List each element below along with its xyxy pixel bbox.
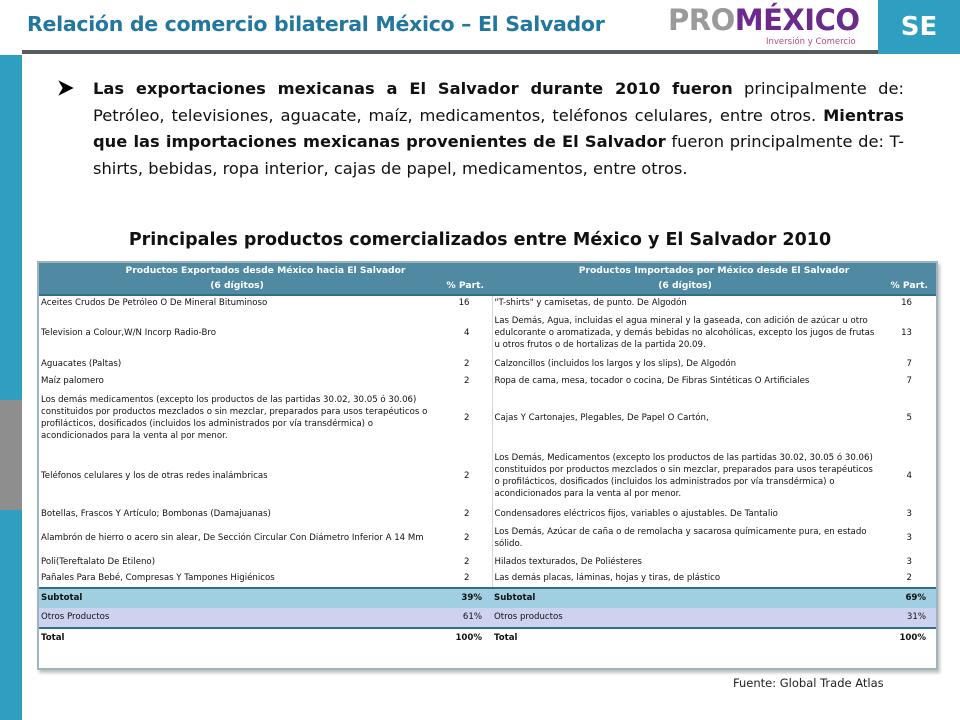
export-share: 2 — [435, 554, 492, 571]
table-body — [39, 295, 936, 648]
import-product: Calzoncillos (incluidos los largos y los slips), De Algodón — [494, 358, 737, 369]
export-product: Maíz palomero — [41, 375, 104, 386]
total-label-export: Total — [39, 628, 435, 648]
import-product: Condensadores eléctricos fijos, variables o ajustables. De Tantalio — [494, 508, 778, 519]
se-badge: SE — [878, 0, 960, 54]
export-share: 2 — [435, 571, 492, 588]
subtotal-row — [39, 588, 936, 608]
table-header — [39, 263, 936, 295]
table-row — [39, 390, 936, 448]
import-share: 2 — [878, 571, 936, 588]
import-share: 7 — [906, 358, 913, 369]
table-row — [39, 506, 936, 523]
export-share: 2 — [435, 506, 492, 523]
otros-import-pct: 31% — [878, 608, 936, 628]
import-share: 4 — [906, 471, 913, 482]
left-bar-segment-gray — [0, 400, 22, 510]
export-product: Aguacates (Paltas) — [41, 358, 122, 369]
table-row — [39, 356, 936, 373]
table-row — [39, 554, 936, 571]
logo-pro-text: PRO — [668, 3, 735, 37]
table-row — [39, 523, 936, 554]
subtotal-label-import: Subtotal — [492, 588, 878, 608]
trade-table-container — [37, 261, 938, 670]
export-product: Pañales Para Bebé, Compresas Y Tampones Higiénicos — [39, 571, 435, 588]
imports-lead: Mientras que las importaciones mexicanas provenientes de El Salvador — [93, 105, 904, 151]
otros-export-pct: 61% — [435, 608, 492, 628]
export-header-pct: % Part. — [435, 277, 492, 295]
import-share: 13 — [901, 328, 913, 339]
import-header-pct: % Part. — [878, 277, 936, 295]
subtotal-label-export: Subtotal — [39, 588, 435, 608]
import-share: 7 — [906, 375, 913, 386]
logo-tagline: Inversión y Comercio — [766, 37, 856, 47]
subtotal-import-pct: 69% — [878, 588, 936, 608]
imports-text: fueron principalmente de: T-shirts, bebidas, ropa interior, cajas de papel, medicamentos, entre otros. — [93, 132, 905, 178]
table-row — [39, 571, 936, 588]
import-product: Los Demás, Azúcar de caña o de remolacha y sacarosa químicamente pura, en estado sólido. — [494, 526, 867, 549]
import-product: Ropa de cama, mesa, tocador o cocina, De Fibras Sintéticas O Artificiales — [494, 375, 810, 386]
table-row — [39, 373, 936, 390]
logo-wordmark — [668, 5, 863, 35]
import-product: Las Demás, Agua, incluidas el agua mineral y la gaseada, con adición de azúcar u otro edulcorante o aromatizada, y demás bebidas no alcohólicas, excepto los jugos de frutas u otros frutos o de hortalizas de la partida 20.09. — [494, 316, 875, 350]
table-title: Principales productos comercializados entre México y El Salvador 2010 — [128, 230, 832, 250]
table-row — [39, 295, 936, 312]
table-row — [39, 448, 936, 506]
otros-row — [39, 608, 936, 628]
total-row — [39, 628, 936, 648]
import-share: 5 — [906, 413, 913, 424]
summary-paragraph — [93, 76, 904, 182]
slide-title: Relación de comercio bilateral México – El Salvador — [27, 12, 605, 36]
export-product: Botellas, Frascos Y Artículo; Bombonas (Damajuanas) — [41, 508, 271, 519]
export-share: 16 — [435, 295, 492, 312]
export-header-digits: (6 dígitos) — [39, 277, 435, 295]
import-product: Los Demás, Medicamentos (excepto los productos de las partidas 30.02, 30.05 ó 30.06) constituidos por productos mezclados o sin mezclar, preparados para usos terapéuticos o profilácticos, dosificados (incluidos los administrados por vía transdérmica) o acondicionados para la venta al por menor. — [494, 453, 873, 499]
import-product: Las demás placas, láminas, hojas y tiras, de plástico — [492, 571, 878, 588]
left-bar-segment-blue-lower — [0, 510, 22, 720]
exports-text: principalmente de: Petróleo, televisiones, aguacate, maíz, medicamentos, teléfonos celulares, entre otros. — [93, 79, 904, 125]
import-share: 16 — [901, 298, 913, 309]
export-share: 2 — [435, 523, 492, 554]
left-decor-bar — [0, 0, 22, 720]
import-share: 3 — [906, 556, 913, 567]
otros-label-import: Otros productos — [492, 608, 878, 628]
total-import-pct: 100% — [878, 628, 936, 648]
export-header-title: Productos Exportados desde México hacia El Salvador — [39, 263, 492, 277]
import-product: "T-shirts" y camisetas, de punto. De Algodón — [494, 298, 687, 309]
exports-lead: Las exportaciones mexicanas a El Salvador durante 2010 fueron — [93, 79, 733, 98]
import-product: Hilados texturados, De Poliésteres — [494, 556, 642, 567]
export-product: Alambrón de hierro o acero sin alear, De Sección Circular Con Diámetro Inferior A 14 Mm — [41, 532, 424, 543]
trade-table — [39, 263, 936, 648]
import-header-digits: (6 dígitos) — [492, 277, 878, 295]
export-product: Poli(Tereftalato De Etileno) — [41, 556, 156, 567]
export-share: 4 — [435, 312, 492, 356]
export-share: 2 — [435, 390, 492, 448]
export-product: Television a Colour,W/N Incorp Radio-Bro — [41, 328, 216, 339]
total-label-import: Total — [492, 628, 878, 648]
table-row — [39, 312, 936, 356]
total-export-pct: 100% — [435, 628, 492, 648]
import-share: 3 — [906, 532, 913, 543]
import-product: Cajas Y Cartonajes, Plegables, De Papel O Cartón, — [494, 413, 709, 424]
import-header-title: Productos Importados por México desde El Salvador — [492, 263, 936, 277]
logo-mexico-text: MÉXICO — [734, 3, 860, 37]
source-note: Fuente: Global Trade Atlas — [733, 676, 884, 690]
export-product: Teléfonos celulares y los de otras redes inalámbricas — [41, 471, 268, 482]
export-product: Los demás medicamentos (excepto los productos de las partidas 30.02, 30.05 ó 30.06) constituidos por productos mezclados o sin mezclar, preparados para usos terapéuticos o profilácticos, dosificados (incluidos los administrados por vía transdérmica) o acondicionados para la venta al por menor. — [41, 395, 428, 441]
header-divider — [22, 50, 878, 54]
import-share: 3 — [906, 508, 913, 519]
subtotal-export-pct: 39% — [435, 588, 492, 608]
promexico-logo — [668, 5, 863, 50]
otros-label-export: Otros Productos — [39, 608, 435, 628]
export-share: 2 — [435, 373, 492, 390]
export-product: Aceites Crudos De Petróleo O De Mineral Bituminoso — [41, 298, 268, 309]
export-share: 2 — [435, 356, 492, 373]
export-share: 2 — [435, 448, 492, 506]
bullet-arrow-icon — [58, 80, 74, 96]
left-bar-segment-blue — [0, 55, 22, 400]
